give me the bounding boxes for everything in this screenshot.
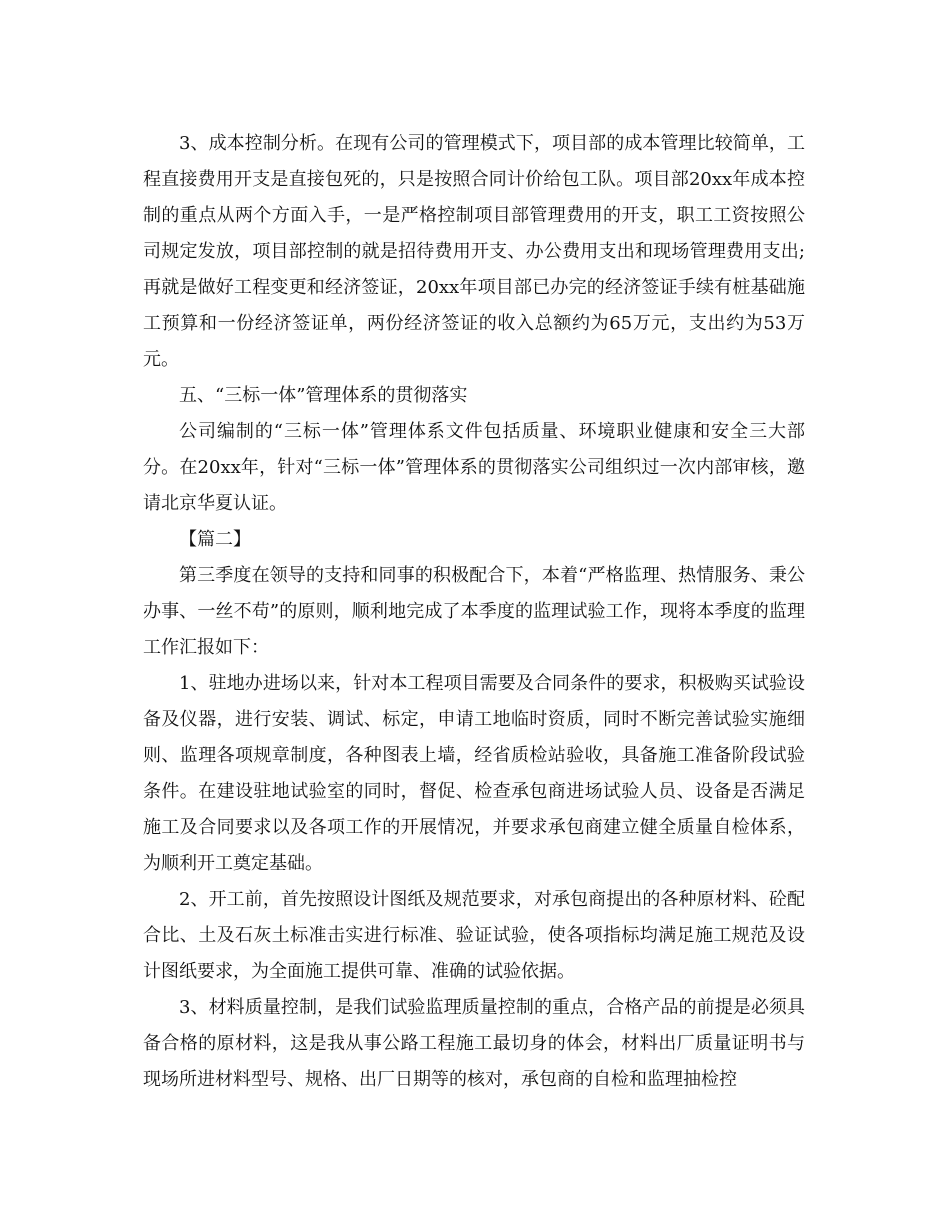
paragraph-cost-control: 3、成本控制分析。在现有公司的管理模式下，项目部的成本管理比较简单，工程直接费用开支是直接包死的，只是按照合同计价给包工队。项目部20xx年成本控制的重点从两个方面入手，一是严格控制项目部管理费用的开支，职工工资按照公司规定发放，项目部控制的就是招待费用开支、办公费用支出和现场管理费用支出;再就是做好工程变更和经济签证，20xx年项目部已办完的经济签证手续有桩基础施工预算和一份经济签证单，两份经济签证的收入总额约为65万元，支出约为53万元。 — [143, 133, 805, 370]
section-marker-part-two: 【篇二】 — [179, 529, 251, 550]
paragraph-item-two-pre-construction: 2、开工前，首先按照设计图纸及规范要求，对承包商提出的各种原材料、砼配合比、土及石灰土标准击实进行标准、验证试验，使各项指标均满足施工规范及设计图纸要求，为全面施工提供可靠、准确的试验依据。 — [143, 889, 805, 982]
paragraph-system-documents: 公司编制的“三标一体”管理体系文件包括质量、环境职业健康和安全三大部分。在20xx年，针对“三标一体”管理体系的贯彻落实公司组织过一次内部审核，邀请北京华夏认证。 — [143, 421, 805, 514]
heading-three-standards-system: 五、“三标一体”管理体系的贯彻落实 — [179, 385, 468, 406]
paragraph-item-three-material-quality: 3、材料质量控制，是我们试验监理质量控制的重点，合格产品的前提是必须具备合格的原材料，这是我从事公路工程施工最切身的体会，材料出厂质量证明书与现场所进材料型号、规格、出厂日期等的核对，承包商的自检和监理抽检控 — [143, 997, 805, 1090]
paragraph-third-quarter-intro: 第三季度在领导的支持和同事的积极配合下，本着“严格监理、热情服务、秉公办事、一丝不苟”的原则，顺利地完成了本季度的监理试验工作，现将本季度的监理工作汇报如下： — [143, 565, 805, 658]
paragraph-item-one-lab-setup: 1、驻地办进场以来，针对本工程项目需要及合同条件的要求，积极购买试验设备及仪器，进行安装、调试、标定，申请工地临时资质，同时不断完善试验实施细则、监理各项规章制度，各种图表上墙，经省质检站验收，具备施工准备阶段试验条件。在建设驻地试验室的同时，督促、检查承包商进场试验人员、设备是否满足施工及合同要求以及各项工作的开展情况，并要求承包商建立健全质量自检体系，为顺利开工奠定基础。 — [143, 673, 805, 874]
document-body — [143, 126, 805, 1098]
